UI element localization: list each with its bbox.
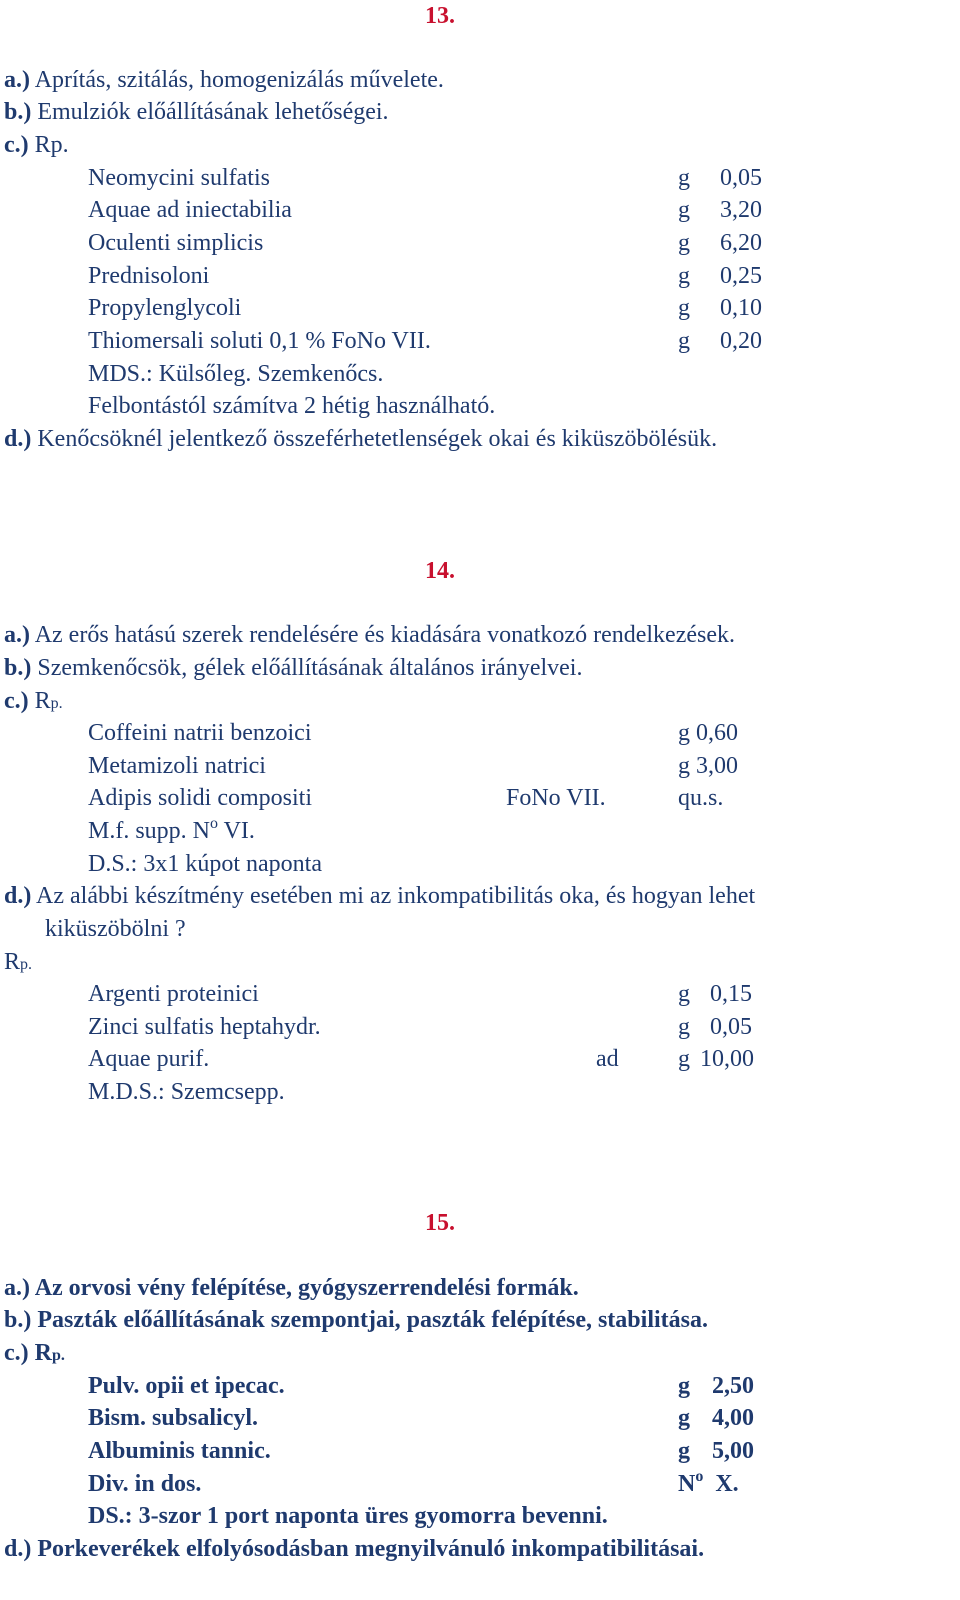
- item-d: [4, 1533, 704, 1566]
- ingredient-row: [88, 1402, 808, 1435]
- recipe-mfs: [88, 815, 255, 851]
- ingredient-fono: FoNo VII.: [506, 785, 606, 811]
- item-c: [4, 1337, 65, 1373]
- ingredient-row: [88, 260, 808, 293]
- ingredient-name: Zinci sulfatis heptahydr.: [88, 1014, 321, 1040]
- item-label: a.): [4, 622, 30, 648]
- item-text: Emulziók előállításának lehetőségei.: [37, 99, 389, 125]
- div-sup: o: [695, 1468, 704, 1485]
- ingredient-row: [88, 1370, 808, 1403]
- ingredient-name: Metamizoli natrici: [88, 753, 266, 779]
- ingredient-row: [88, 292, 808, 325]
- item-label: a.): [4, 1275, 30, 1301]
- item-label: d.): [4, 883, 32, 909]
- item-d: [4, 880, 755, 913]
- ingredient-amount: [678, 750, 738, 783]
- ingredient-row: [88, 717, 808, 750]
- item-b: [4, 652, 582, 685]
- ingredient-amount: [678, 717, 738, 750]
- recipe-signature: MDS.: Külsőleg. Szemkenőcs.: [88, 361, 384, 387]
- ingredient-name: Aquae purif.: [88, 1046, 210, 1072]
- ingredient-qty: 0,05: [710, 1014, 752, 1040]
- item-label: b.): [4, 655, 32, 681]
- ingredient-unit: g: [678, 1014, 690, 1040]
- rp-r: R: [34, 1340, 52, 1366]
- ingredient-name: Oculenti simplicis: [88, 230, 264, 256]
- rp-p: p.: [50, 695, 63, 712]
- rp-p: p.: [52, 1347, 65, 1364]
- item-text: Paszták előállításának szempontjai, paszták felépítése, stabilitása.: [37, 1307, 708, 1333]
- item-label: d.): [4, 426, 32, 452]
- item-a: [4, 64, 444, 97]
- ingredient-row: [88, 1468, 808, 1501]
- item-b: [4, 1304, 708, 1337]
- recipe-rp: [4, 946, 32, 982]
- ingredient-ad: ad: [596, 1046, 619, 1072]
- ingredient-row: [88, 1435, 808, 1468]
- ingredient-unit: g: [678, 230, 690, 256]
- div-val: X.: [715, 1471, 739, 1497]
- item-text: Szemkenőcsök, gélek előállításának általános irányelvei.: [37, 655, 583, 681]
- item-a: [4, 619, 735, 652]
- ingredient-row: [88, 1043, 808, 1076]
- ingredient-qty: 3,00: [696, 753, 738, 779]
- rp-r: R: [34, 688, 51, 714]
- ingredient-name: Adipis solidi compositi: [88, 785, 313, 811]
- item-label: c.): [4, 688, 29, 714]
- item-text-continued: kiküszöbölni ?: [45, 916, 186, 942]
- item-text: Az erős hatású szerek rendelésére és kiadására vonatkozó rendelkezések.: [34, 622, 735, 648]
- item-text: Az orvosi vény felépítése, gyógyszerrendelési formák.: [34, 1275, 579, 1301]
- ingredient-qty: 4,00: [712, 1405, 754, 1431]
- item-label: b.): [4, 99, 32, 125]
- ingredient-unit: g: [678, 263, 690, 289]
- ingredient-unit: g: [678, 165, 690, 191]
- recipe-note: Felbontástól számítva 2 hétig használható.: [88, 393, 496, 419]
- ingredient-name: Argenti proteinici: [88, 981, 259, 1007]
- item-label: c.): [4, 1340, 29, 1366]
- item-b: [4, 96, 389, 129]
- ingredient-qty: 5,00: [712, 1438, 754, 1464]
- ingredient-qty: 0,60: [696, 720, 738, 746]
- ingredient-unit: g: [678, 1373, 690, 1399]
- recipe-rp: [35, 688, 63, 714]
- ingredient-qty: 0,10: [720, 295, 762, 321]
- ingredient-count: [678, 1468, 739, 1504]
- recipe-rp: Rp.: [34, 132, 69, 158]
- ingredient-unit: g: [678, 197, 690, 223]
- item-text: Az alábbi készítmény esetében mi az inkompatibilitás oka, és hogyan lehet: [36, 883, 756, 909]
- ingredient-unit: g: [678, 1405, 690, 1431]
- recipe-signature: M.D.S.: Szemcsepp.: [88, 1079, 285, 1105]
- ingredient-name: Bism. subsalicyl.: [88, 1405, 259, 1431]
- section-number: 13.: [425, 3, 455, 29]
- ingredient-qty: 0,05: [720, 165, 762, 191]
- rp-p: p.: [20, 956, 33, 973]
- rp-r: R: [4, 949, 21, 975]
- recipe-signature: DS.: 3-szor 1 port naponta üres gyomorra bevenni.: [88, 1503, 608, 1529]
- ingredient-row: [88, 978, 808, 1011]
- ingredient-name: Neomycini sulfatis: [88, 165, 270, 191]
- item-a: [4, 1272, 579, 1305]
- ingredient-name: Aquae ad iniectabilia: [88, 197, 292, 223]
- mfs-sup: o: [210, 815, 219, 832]
- ingredient-row: [88, 782, 808, 815]
- ingredient-name: Pulv. opii et ipecac.: [88, 1373, 285, 1399]
- ingredient-unit: g: [678, 1046, 690, 1072]
- ingredient-name: Prednisoloni: [88, 263, 210, 289]
- ingredient-unit: g: [678, 720, 690, 746]
- ingredient-qty: 10,00: [700, 1046, 754, 1072]
- item-c: [4, 685, 63, 721]
- ingredient-qty: 0,15: [710, 981, 752, 1007]
- ingredient-unit: g: [678, 328, 690, 354]
- ingredient-name: Coffeini natrii benzoici: [88, 720, 312, 746]
- ingredient-qty: 0,20: [720, 328, 762, 354]
- item-text: Porkeverékek elfolyósodásban megnyilvánuló inkompatibilitásai.: [37, 1536, 705, 1562]
- ingredient-row: [88, 162, 808, 195]
- item-d: [4, 423, 717, 456]
- ingredient-unit: g: [678, 981, 690, 1007]
- ingredient-qty: qu.s.: [678, 785, 724, 811]
- ingredient-qty: 0,25: [720, 263, 762, 289]
- ingredient-qty: 6,20: [720, 230, 762, 256]
- ingredient-name: Thiomersali soluti 0,1 % FoNo VII.: [88, 328, 431, 354]
- ingredient-row: [88, 750, 808, 783]
- item-c: [4, 129, 69, 162]
- recipe-rp: [35, 1340, 65, 1366]
- item-label: b.): [4, 1307, 32, 1333]
- ingredient-row: [88, 227, 808, 260]
- ingredient-row: [88, 1011, 808, 1044]
- item-text: Kenőcsöknél jelentkező összeférhetetlenségek okai és kiküszöbölésük.: [37, 426, 718, 452]
- item-label: a.): [4, 67, 30, 93]
- ingredient-name: Albuminis tannic.: [88, 1438, 271, 1464]
- ingredient-unit: g: [678, 753, 690, 779]
- ingredient-row: [88, 194, 808, 227]
- ingredient-qty: 2,50: [712, 1373, 754, 1399]
- ingredient-row: [88, 325, 808, 358]
- ingredient-name: Div. in dos.: [88, 1471, 202, 1497]
- ingredient-qty: 3,20: [720, 197, 762, 223]
- item-text: Aprítás, szitálás, homogenizálás művelete.: [34, 67, 444, 93]
- item-label: d.): [4, 1536, 32, 1562]
- mfs-prefix: M.f. supp. N: [88, 818, 211, 844]
- ingredient-unit: g: [678, 295, 690, 321]
- mfs-suffix: VI.: [218, 818, 255, 844]
- section-number: 14.: [425, 558, 455, 584]
- item-label: c.): [4, 132, 29, 158]
- ingredient-unit: g: [678, 1438, 690, 1464]
- ingredient-name: Propylenglycoli: [88, 295, 242, 321]
- div-n: N: [678, 1471, 696, 1497]
- recipe-signature: D.S.: 3x1 kúpot naponta: [88, 851, 322, 877]
- section-number: 15.: [425, 1210, 455, 1236]
